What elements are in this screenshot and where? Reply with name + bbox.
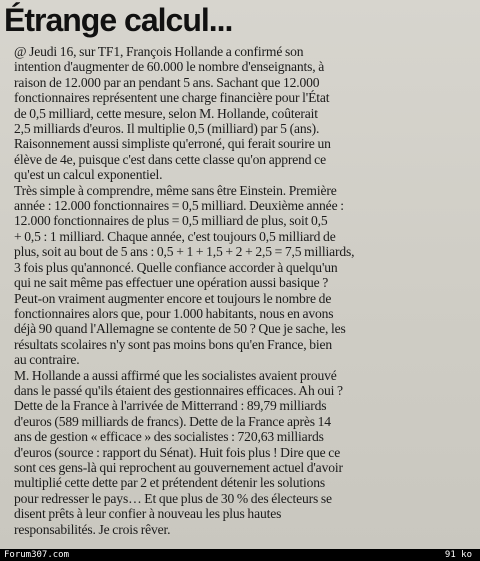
text-line: résultats scolaires n'y sont pas moins bons qu'en France, bien — [14, 336, 333, 352]
text-line: d'euros (589 milliards de francs). Dette de la France après 14 — [14, 413, 331, 429]
text-line: Raisonnement aussi simpliste qu'erroné, qui ferait sourire un — [14, 136, 331, 152]
text-line: Dette de la France à l'arrivée de Mitterrand : 89,79 milliards — [14, 398, 327, 414]
text-line: qu'est un calcul exponentiel. — [14, 167, 163, 183]
article-body — [14, 44, 472, 537]
headline: Étrange calcul... — [4, 2, 233, 38]
text-line: au contraire. — [14, 352, 80, 368]
text-line: multiplié cette dette par 2 et prétendent détenir les solutions — [14, 475, 326, 491]
paragraph — [14, 183, 472, 368]
text-line: 2,5 milliards d'euros. Il multiplie 0,5 (milliard) par 5 (ans). — [14, 121, 320, 137]
text-line: + 0,5 : 1 milliard. Chaque année, c'est toujours 0,5 milliard de — [14, 228, 336, 244]
text-line: qui ne sait même pas effectuer une opération aussi basique ? — [14, 275, 329, 291]
text-line: déjà 90 quand l'Allemagne se contente de 50 ? Que je sache, les — [14, 321, 346, 337]
text-line: pour redresser le pays… Et que plus de 30 % des électeurs se — [14, 490, 332, 506]
text-line: plus, soit au bout de 5 ans : 0,5 + 1 + 1,5 + 2 + 2,5 = 7,5 milliards, — [14, 244, 355, 260]
paragraph — [14, 44, 472, 183]
text-line: intention d'augmenter de 60.000 le nombre d'enseignants, à — [14, 59, 325, 75]
text-line: Peut-on vraiment augmenter encore et toujours le nombre de — [14, 290, 332, 306]
site-name: Forum307.com — [4, 550, 70, 560]
text-line: disent prêts à leur confier à nouveau les plus hautes — [14, 506, 282, 522]
text-line: M. Hollande a aussi affirmé que les socialistes avaient prouvé — [14, 367, 337, 383]
text-line: fonctionnaires alors que, pour 1.000 habitants, nous en avons — [14, 305, 334, 321]
text-line: Très simple à comprendre, même sans être Einstein. Première — [14, 182, 337, 198]
image-footer-bar — [0, 549, 480, 561]
text-line: d'euros (source : rapport du Sénat). Huit fois plus ! Dire que ce — [14, 444, 341, 460]
paragraph — [14, 368, 472, 537]
text-line: dans le passé qu'ils étaient des gestionnaires efficaces. Ah oui ? — [14, 382, 343, 398]
text-line: responsabilités. Je crois rêver. — [14, 521, 171, 537]
text-line: ans de gestion « efficace » des socialistes : 720,63 milliards — [14, 429, 324, 445]
text-line: élève de 4e, puisque c'est dans cette classe qu'on apprend ce — [14, 151, 326, 167]
text-line: raison de 12.000 par an pendant 5 ans. Sachant que 12.000 — [14, 74, 320, 90]
text-line: de 0,5 milliard, cette mesure, selon M. Hollande, coûterait — [14, 105, 318, 121]
file-size: 91 ko — [444, 550, 472, 560]
text-line: 12.000 fonctionnaires de plus = 0,5 milliard de plus, soit 0,5 — [14, 213, 328, 229]
text-line: fonctionnaires représentent une charge financière pour l'État — [14, 90, 330, 106]
text-line: @ Jeudi 16, sur TF1, François Hollande a confirmé son — [14, 44, 304, 59]
text-line: sont ces gens-là qui reprochent au gouvernement actuel d'avoir — [14, 459, 343, 475]
text-line: 3 fois plus qu'annoncé. Quelle confiance accorder à quelqu'un — [14, 259, 338, 275]
text-line: année : 12.000 fonctionnaires = 0,5 milliard. Deuxième année : — [14, 198, 344, 214]
